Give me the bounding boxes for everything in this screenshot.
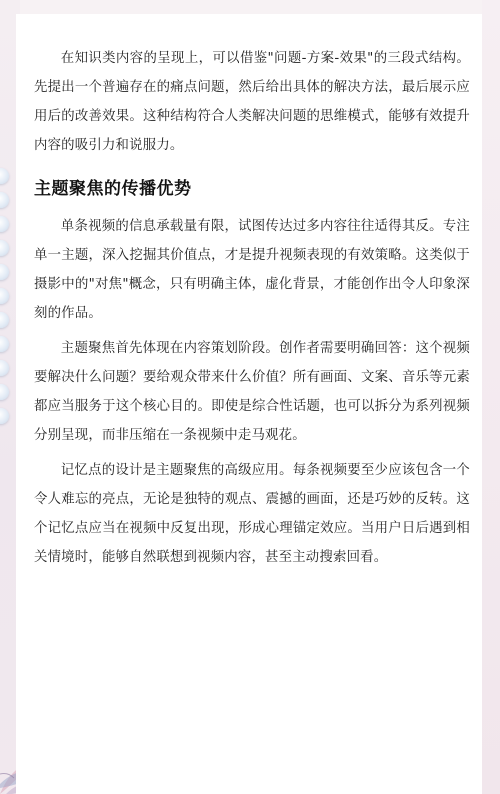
body-paragraph: 记忆点的设计是主题聚焦的高级应用。每条视频要至少应该包含一个令人难忘的亮点，无论是独特的观点、震撼的画面，还是巧妙的反转。这个记忆点应当在视频中反复出现，形成心理锚定效应。当用户日后遇到相关情境时，能够自然联想到视频内容，甚至主动搜索回看。 (34, 463, 470, 565)
bubble-dot (0, 336, 9, 352)
bubble-dot (0, 264, 9, 280)
document-page (16, 14, 482, 794)
intro-paragraph: 在知识类内容的呈现上，可以借鉴"问题-方案-效果"的三段式结构。先提出一个普遍存在的痛点问题，然后给出具体的解决方法，最后展示应用后的改善效果。这种结构符合人类解决问题的思维模式，能够有效提升内容的吸引力和说服力。 (34, 51, 470, 153)
right-background-strip (482, 0, 500, 794)
body-paragraph: 单条视频的信息承载量有限，试图传达过多内容往往适得其反。专注单一主题，深入挖掘其价值点，才是提升视频表现的有效策略。这类似于摄影中的"对焦"概念，只有明确主体，虚化背景，才能创作出令人印象深刻的作品。 (34, 219, 470, 321)
bubble-dot (0, 240, 9, 256)
document-body (34, 44, 470, 572)
section-heading: 主题聚焦的传播优势 (34, 179, 192, 199)
bubble-dot (0, 216, 9, 232)
bubble-dot (0, 360, 9, 376)
body-paragraph: 主题聚焦首先体现在内容策划阶段。创作者需要明确回答：这个视频要解决什么问题？要给观众带来什么价值？所有画面、文案、音乐等元素都应当服务于这个核心目的。即使是综合性话题，也可以拆分为系列视频分别呈现，而非压缩在一条视频中走马观花。 (34, 341, 470, 443)
bubble-dot (0, 168, 9, 184)
bubble-dot (0, 288, 9, 304)
bubble-dot (0, 384, 9, 400)
bubble-dot (0, 312, 9, 328)
bubble-dot (0, 192, 9, 208)
bubble-dot (0, 408, 9, 424)
